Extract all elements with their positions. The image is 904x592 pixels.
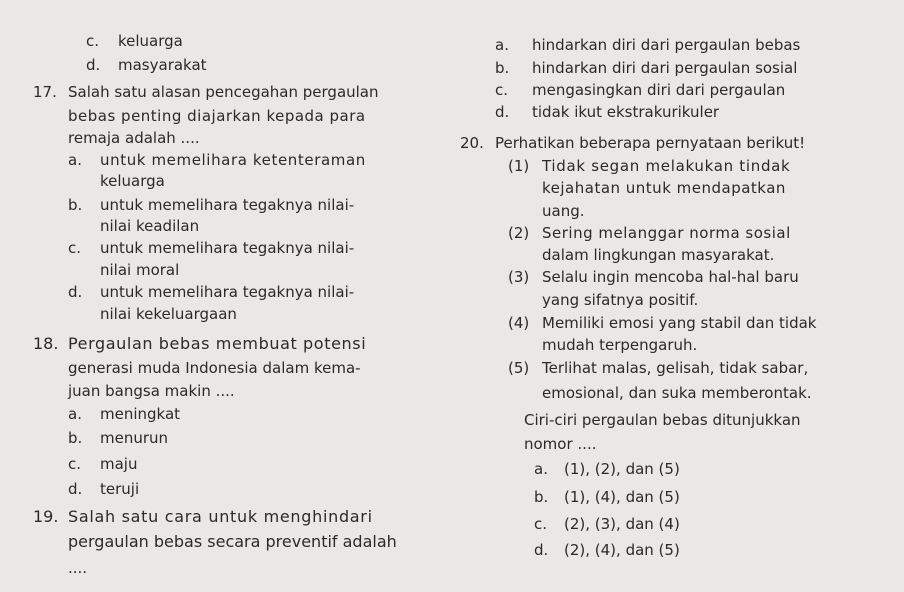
- question-prompt-line: nomor ....: [524, 435, 597, 453]
- option-text: mengasingkan diri dari pergaulan: [532, 81, 786, 99]
- option-letter: d.: [495, 103, 510, 121]
- option-letter: b.: [68, 429, 83, 447]
- question-number: 17.: [33, 83, 57, 101]
- statement-number: (2): [508, 224, 530, 242]
- question-stem-line: remaja adalah ....: [68, 129, 200, 147]
- statement-text: yang sifatnya positif.: [542, 291, 699, 309]
- option-text: untuk memelihara tegaknya nilai-: [100, 283, 355, 301]
- statement-text: mudah terpengaruh.: [542, 336, 698, 354]
- option-letter: c.: [534, 515, 548, 533]
- option-text: nilai kekeluargaan: [100, 305, 237, 323]
- option-text: keluarga: [118, 32, 183, 50]
- option-text: menurun: [100, 429, 169, 447]
- question-number: 19.: [33, 507, 59, 526]
- question-stem-line: bebas penting diajarkan kepada para: [68, 107, 366, 125]
- question-stem-line: juan bangsa makin ....: [68, 382, 235, 400]
- option-letter: d.: [534, 541, 549, 559]
- option-text: meningkat: [100, 405, 181, 423]
- question-stem-line: Salah satu alasan pencegahan pergaulan: [68, 83, 379, 101]
- option-text: tidak ikut ekstrakurikuler: [532, 103, 720, 121]
- option-text: (2), (3), dan (4): [564, 515, 680, 533]
- statement-text: Selalu ingin mencoba hal-hal baru: [542, 268, 799, 286]
- option-letter: d.: [86, 56, 101, 74]
- option-letter: a.: [68, 405, 82, 423]
- statement-number: (5): [508, 359, 530, 377]
- statement-text: Terlihat malas, gelisah, tidak sabar,: [542, 359, 809, 377]
- option-letter: c.: [86, 32, 100, 50]
- option-letter: a.: [534, 460, 548, 478]
- option-text: hindarkan diri dari pergaulan sosial: [532, 59, 798, 77]
- statement-text: Sering melanggar norma sosial: [542, 224, 791, 242]
- statement-number: (4): [508, 314, 530, 332]
- question-stem-line: generasi muda Indonesia dalam kema-: [68, 359, 361, 377]
- statement-text: kejahatan untuk mendapatkan: [542, 179, 786, 197]
- statement-number: (1): [508, 157, 530, 175]
- option-text: nilai keadilan: [100, 217, 200, 235]
- statement-number: (3): [508, 268, 530, 286]
- option-letter: d.: [68, 480, 83, 498]
- option-text: masyarakat: [118, 56, 207, 74]
- option-text: untuk memelihara ketenteraman: [100, 151, 366, 169]
- statement-text: dalam lingkungan masyarakat.: [542, 246, 775, 264]
- option-text: nilai moral: [100, 261, 180, 279]
- statement-text: emosional, dan suka memberontak.: [542, 384, 812, 402]
- option-text: untuk memelihara tegaknya nilai-: [100, 196, 355, 214]
- option-letter: a.: [68, 151, 82, 169]
- question-stem-line: Pergaulan bebas membuat potensi: [68, 334, 367, 353]
- question-prompt-line: Ciri-ciri pergaulan bebas ditunjukkan: [524, 411, 801, 429]
- option-text: maju: [100, 455, 138, 473]
- option-letter: b.: [534, 488, 549, 506]
- option-text: hindarkan diri dari pergaulan bebas: [532, 36, 801, 54]
- question-stem-line: ....: [68, 559, 88, 577]
- statement-text: Tidak segan melakukan tindak: [542, 157, 791, 175]
- option-letter: b.: [68, 196, 83, 214]
- option-text: (2), (4), dan (5): [564, 541, 680, 559]
- option-letter: a.: [495, 36, 509, 54]
- option-letter: b.: [495, 59, 510, 77]
- option-text: (1), (2), dan (5): [564, 460, 680, 478]
- option-letter: c.: [68, 239, 82, 257]
- option-text: untuk memelihara tegaknya nilai-: [100, 239, 355, 257]
- question-stem-line: Salah satu cara untuk menghindari: [68, 507, 373, 526]
- statement-text: uang.: [542, 202, 585, 220]
- statement-text: Memiliki emosi yang stabil dan tidak: [542, 314, 817, 332]
- option-letter: d.: [68, 283, 83, 301]
- option-text: (1), (4), dan (5): [564, 488, 680, 506]
- question-stem: Perhatikan beberapa pernyataan berikut!: [495, 134, 806, 152]
- question-stem-line: pergaulan bebas secara preventif adalah: [68, 532, 397, 551]
- option-letter: c.: [68, 455, 82, 473]
- question-number: 20.: [460, 134, 484, 152]
- option-text: keluarga: [100, 172, 165, 190]
- question-number: 18.: [33, 334, 59, 353]
- option-text: teruji: [100, 480, 140, 498]
- option-letter: c.: [495, 81, 509, 99]
